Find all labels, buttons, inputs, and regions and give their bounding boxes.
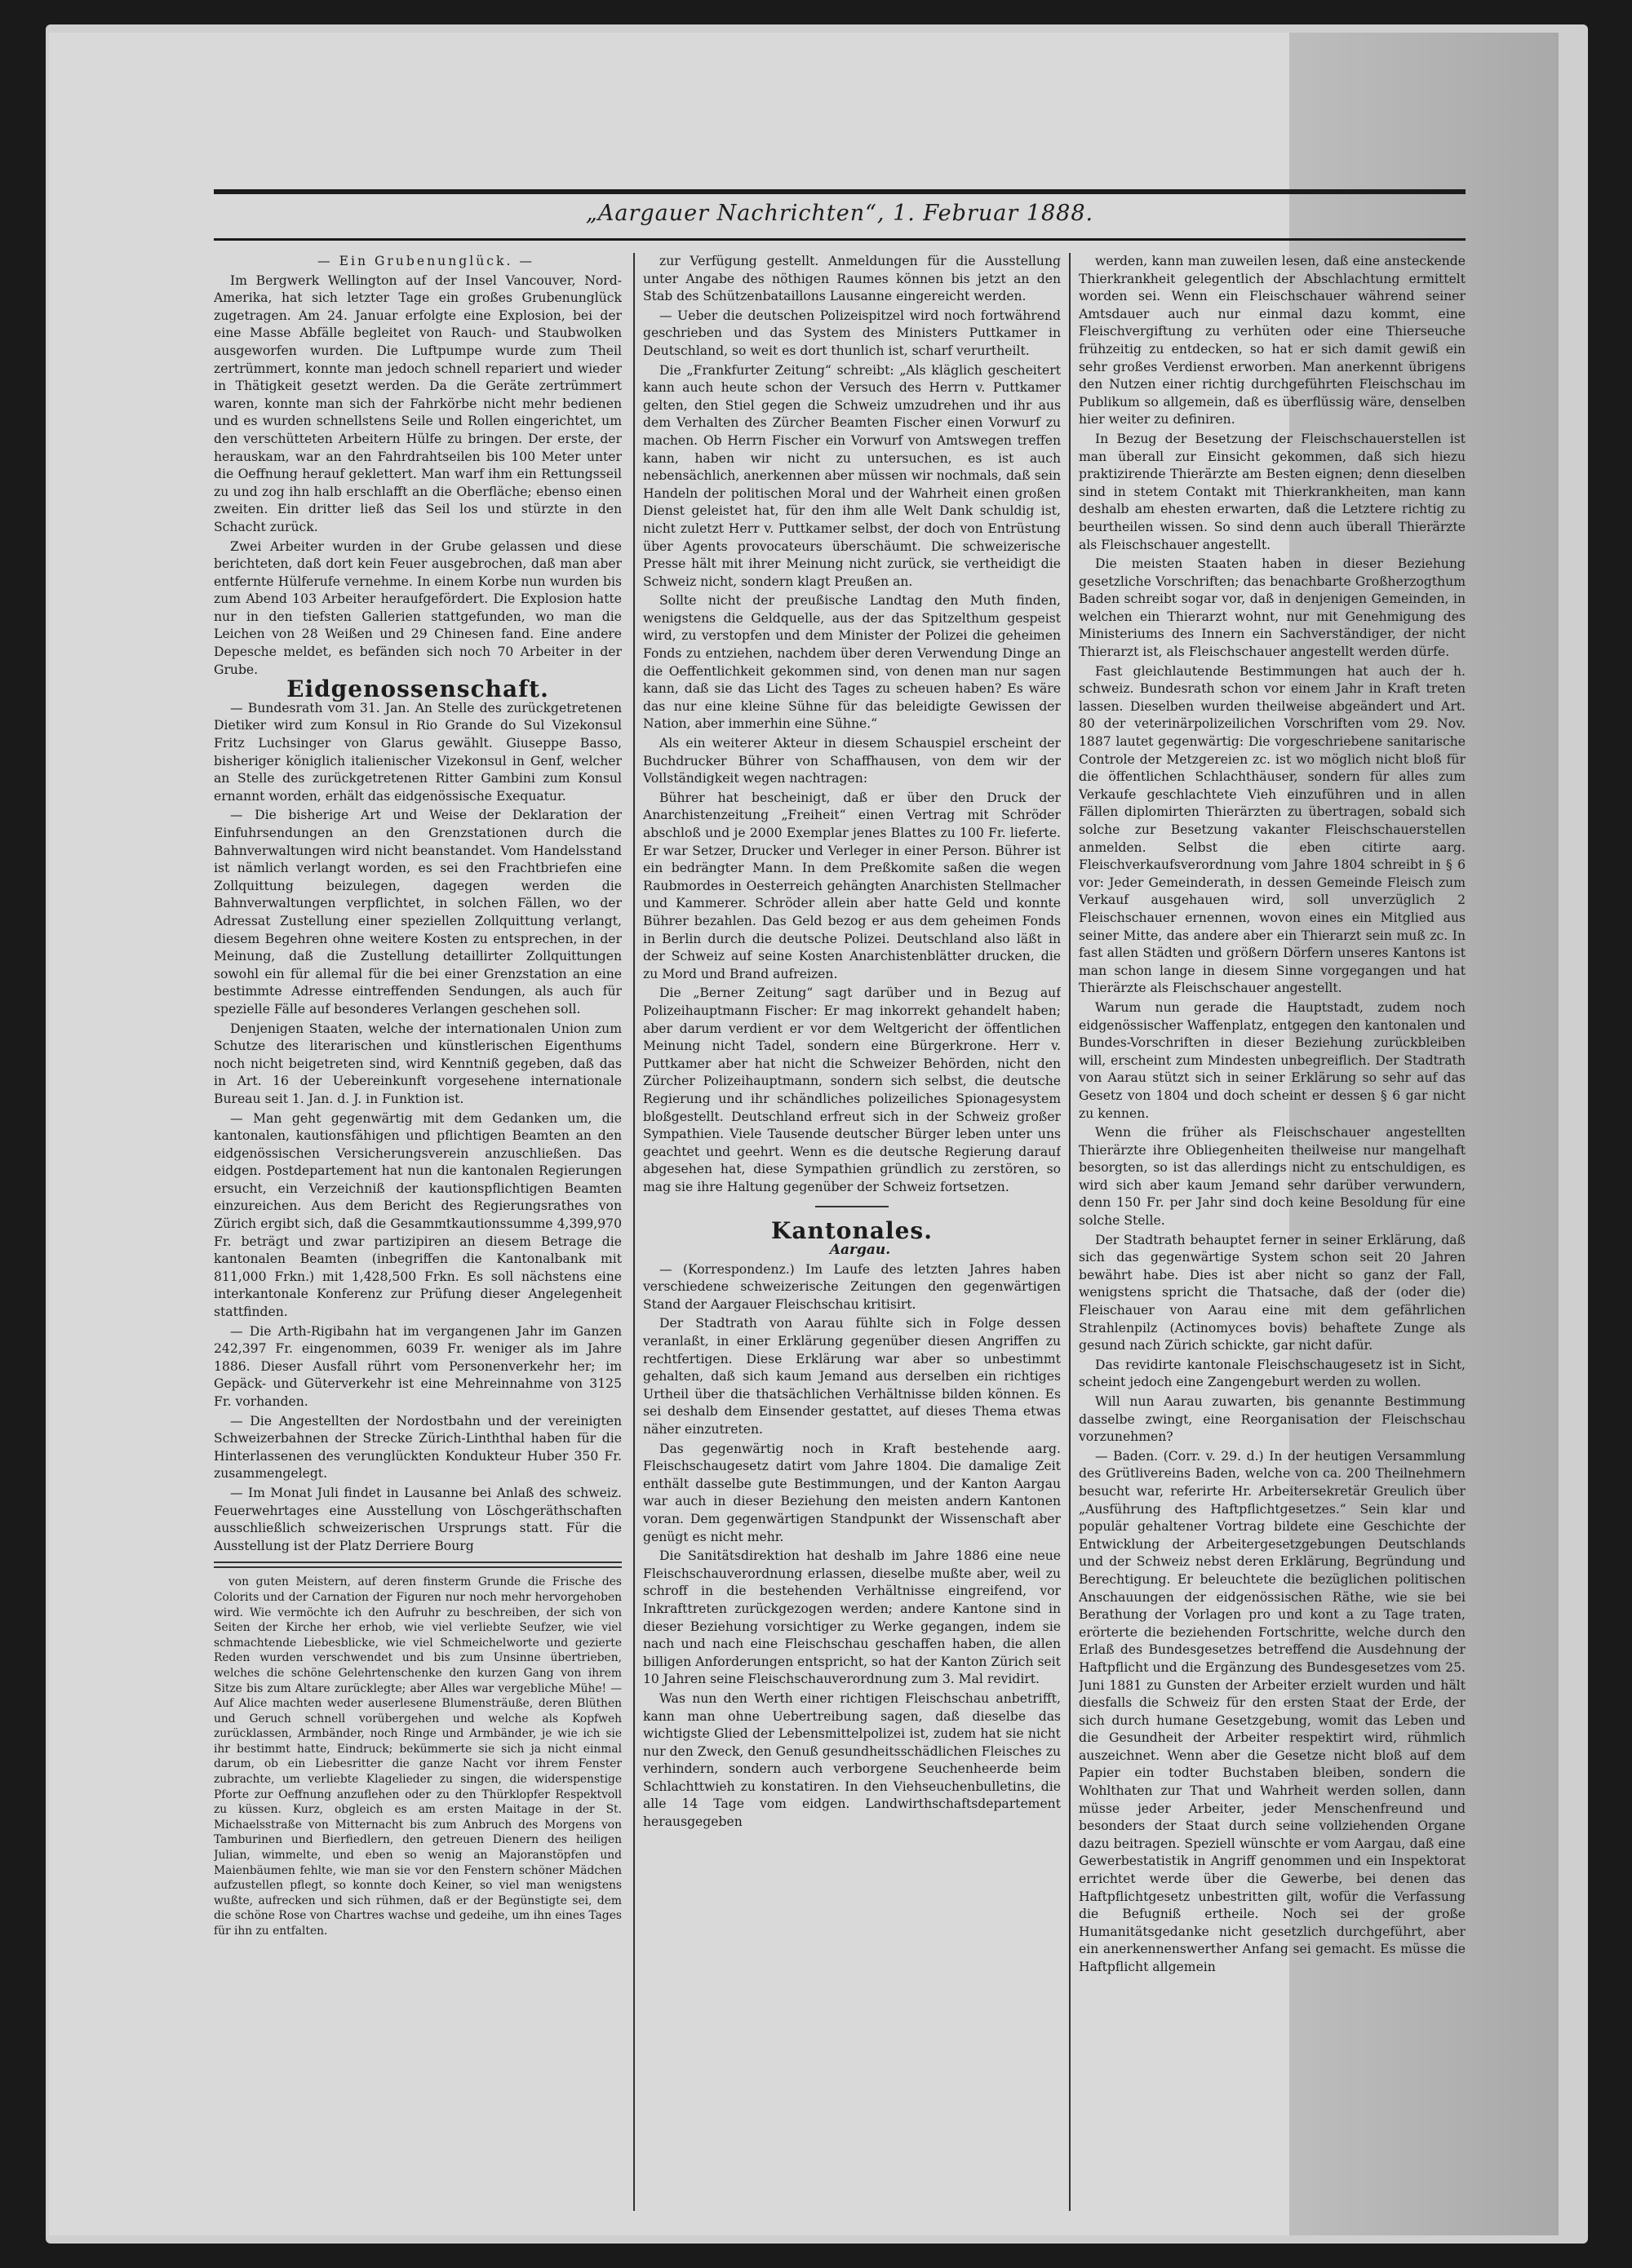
article-heading-grubenunglueck: — Ein Grubenunglück. — xyxy=(317,254,534,268)
subsection-title-aargau: Aargau. xyxy=(829,1242,891,1259)
paragraph: Die „Frankfurter Zeitung“ schreibt: „Als kläglich gescheitert kann auch heute schon der Versuch des Herrn v. Puttkamer gelten, den Stiel gegen die Schweiz umzudrehen und ihr aus dem Verhalten des Zürcher Beamten Fischer einen Vorwurf zu machen. Ob Herrn Fischer ein Vorwurf von Amtswegen treffen kann, haben wir nicht zu untersuchen, es ist auch nebensächlich, anerkennen aber müssen wir nochmals, daß sein Handeln der politischen Moral und der Wahrheit einen großen Dienst geleistet hat, für den ihm alle Welt Dank schuldig ist, nicht zuletzt Herr v. Puttkamer selbst, der doch von Entrüstung über Agents provocateurs überschäumt. Die schweizerische Presse hält mit ihrer Meinung nicht zurück, sie vertheidigt die Schweiz nicht, sondern klagt Preußen an. xyxy=(643,362,1061,589)
paragraph: Im Bergwerk Wellington auf der Insel Vancouver, Nord-Amerika, hat sich letzter Tage ein großes Grubenunglück zugetragen. Am 24. Januar erfolgte eine Explosion, bei der eine Masse Abfälle begleitet von Rauch- und Staubwolken ausgeworfen wurden. Die Luftpumpe wurde zum Theil zertrümmert, konnte man jedoch schnell repariert und wieder in Thätigkeit gesetzt werden. Da die Geräte zertrümmert waren, konnte man sich der Fahrkörbe nicht mehr bedienen und es wurden schnellstens Seile und Rollen eingerichtet, um den verschütteten Arbeitern Hülfe zu bringen. Der erste, der herauskam, war an den Fahrdrahtseilen bis 100 Meter unter die Oeffnung herauf geklettert. Man warf ihm ein Rettungsseil zu und zog ihn halb erschlafft an die Oberfläche; ebenso einen zweiten. Ein dritter ließ das Seil los und stürzte in den Schacht zurück. xyxy=(214,272,622,534)
paragraph: Will nun Aarau zuwarten, bis genannte Bestimmung dasselbe zwingt, eine Reorganisation der Fleischschau vorzunehmen? xyxy=(1079,1394,1466,1445)
feuilleton xyxy=(214,1575,622,1938)
section-divider xyxy=(815,1206,889,1207)
column-1 xyxy=(214,253,622,2178)
paragraph: Wenn die früher als Fleischschauer angestellten Thierärzte ihre Obliegenheiten theilweise nur mangelhaft besorgten, so ist das allerdings nicht zu entschuldigen, es wird sich aber kaum Jemand sehr darüber verwundern, denn 150 Fr. per Jahr sind doch keine Besoldung für eine solche Stelle. xyxy=(1079,1125,1466,1229)
paragraph: Das revidirte kantonale Fleischschaugesetz ist in Sicht, scheint jedoch eine Zangengeburt werden zu wollen. xyxy=(1079,1357,1466,1390)
column-3 xyxy=(1079,253,1466,2178)
feuilleton-divider xyxy=(214,1561,622,1568)
paragraph: zur Verfügung gestellt. Anmeldungen für die Ausstellung unter Angabe des nöthigen Raumes können bis jetzt an den Stab des Schützenbataillons Lausanne eingereicht werden. xyxy=(643,254,1061,304)
paragraph: — Man geht gegenwärtig mit dem Gedanken um, die kantonalen, kautionsfähigen und pflichtigen Beamten an den eidgenössischen Versicherungsverein anzuschließen. Das eidgen. Postdepartement hat nun die kantonalen Regierungen ersucht, ein Verzeichniß der kautionspflichtigen Beamten einzureichen. Aus dem Bericht des Regierungsrathes von Zürich ergibt sich, daß die Gesammtkautionssumme 4,399,970 Fr. beträgt und zwar partizipiren an diesem Betrage die kantonalen Beamten (inbegriffen die Kantonalbank mit 811,000 Frkn.) mit 1,428,500 Frkn. Es soll nächstens eine interkantonale Konferenz zur Prüfung dieser Angelegenheit stattfinden. xyxy=(214,1110,622,1320)
paragraph: — Die bisherige Art und Weise der Deklaration der Einfuhrsendungen an den Grenzstationen durch die Bahnverwaltungen wird nicht beanstandet. Vom Handelsstand ist nämlich verlangt worden, es sei den Frachtbriefen eine Zollquittung beizulegen, dagegen werden die Bahnverwaltungen verpflichtet, in solchen Fällen, wo der Adressat Zustellung einer speziellen Zollquittung verlangt, diesem Begehren ohne weitere Kosten zu entsprechen, in der Meinung, daß die Zustellung detaillirter Zollquittungen sowohl ein für allemal für die bei einer Grenzstation an eine bestimmte Adresse eintreffenden Sendungen, als auch für spezielle Fälle auf besonderes Verlangen geschehen soll. xyxy=(214,808,622,1017)
paragraph: Zwei Arbeiter wurden in der Grube gelassen und diese berichteten, daß dort kein Feuer ausgebrochen, daß man aber entfernte Hülferufe vernehme. In einem Korbe nun wurden bis zum Abend 103 Arbeiter heraufgefördert. Die Explosion hatte nur in den tiefsten Gallerien stattgefunden, wo man die Leichen von 28 Weißen und 29 Chinesen fand. Eine andere Depesche meldet, es befänden sich noch 70 Arbeiter in der Grube. xyxy=(214,538,622,677)
paragraph: Warum nun gerade die Hauptstadt, zudem noch eidgenössischer Waffenplatz, entgegen den kantonalen und Bundes-Vorschriften in dieser Beziehung zurückbleiben will, erscheint zum Mindesten unbegreiflich. Der Stadtrath von Aarau stützt sich in seiner Erklärung so sehr auf das Gesetz von 1804 und doch scheint er dessen § 6 gar nicht zu kennen. xyxy=(1079,999,1466,1121)
column-2 xyxy=(643,253,1061,2178)
paragraph: Sollte nicht der preußische Landtag den Muth finden, wenigstens die Geldquelle, aus der das Spitzelthum gespeist wird, zu verstopfen und dem Minister der Polizei die geheimen Fonds zu entziehen, nachdem über deren Verwendung Dinge an die Oeffentlichkeit gekommen sind, von denen man nur sagen kann, daß sie das Licht des Tages zu scheuen haben? Es wäre das nur eine kleine Sühne für das beleidigte Gewissen der Nation, aber immerhin eine Sühne.“ xyxy=(643,593,1061,732)
paragraph: In Bezug der Besetzung der Fleischschauerstellen ist man überall zur Einsicht gekommen, daß sich hiezu praktizirende Thierärzte am Besten eignen; denn dieselben sind in stetem Contakt mit Thierkrankheiten, man kann deshalb am ehesten erwarten, daß die Letztere richtig zu beurtheilen wissen. So sind denn auch überall Thierärzte als Fleischschauer angestellt. xyxy=(1079,431,1466,552)
paragraph: — Im Monat Juli findet in Lausanne bei Anlaß des schweiz. Feuerwehrtages eine Ausstellung von Löschgeräthschaften ausschließlich schweizerischen Ursprungs statt. Für die Ausstellung ist der Platz Derriere Bourg xyxy=(214,1485,622,1553)
paragraph: — Die Arth-Rigibahn hat im vergangenen Jahr im Ganzen 242,397 Fr. eingenommen, 6039 Fr. weniger als im Jahre 1886. Dieser Ausfall rührt vom Personenverkehr her; im Gepäck- und Güterverkehr ist eine Mehreinnahme von 3125 Fr. vorhanden. xyxy=(214,1323,622,1409)
paragraph: Als ein weiterer Akteur in diesem Schauspiel erscheint der Buchdrucker Bührer von Schaffhausen, von dem wir der Vollständigkeit wegen nachtragen: xyxy=(643,736,1061,786)
header-rule-top xyxy=(214,189,1466,194)
paragraph: — Baden. (Corr. v. 29. d.) In der heutigen Versammlung des Grütlivereins Baden, welche von ca. 200 Theilnehmern besucht war, referirte Hr. Arbeitersekretär Greulich über „Ausführung des Haftpflichtgesetzes.“ Sein klar und populär gehaltener Vortrag bildete eine Geschichte der Entwicklung der Arbeitergesetzgebungen Deutschlands und der Schweiz nebst deren Erklärung, Begründung und Berechtigung. Er beleuchtete die bezüglichen politischen Anschauungen der eidgenössischen Räthe, wie sie bei Berathung der Vorlagen pro und kont a zu Tage traten, erörterte die beziehenden Fortschritte, welche durch den Erlaß des Bundesgesetzes betreffend die Ausdehnung der Haftpflicht und die Ergänzung des Bundesgesetzes vom 25. Juni 1881 zu Gunsten der Arbeiter erzielt wurden und hält diesfalls die Schweiz für den ersten Staat der Erde, der sich durch humane Gesetzgebung, womit das Leben und die Gesundheit der Arbeiter respektirt wird, rühmlich auszeichnet. Wenn aber die Gesetze nicht bloß auf dem Papier ein todter Buchstaben bleiben, sondern die Wohlthaten zur That und Wahrheit werden sollen, dann müsse jeder Arbeiter, jeder Menschenfreund und besonders der Staat durch seine vollziehenden Organe dazu beitragen. Speziell wünschte er vom Aargau, daß eine Gewerbestatistik in Angriff genommen und ein Inspektorat errichtet werde über die Gewerbe, bei denen das Haftpflichtgesetz unbestritten gilt, wofür die Verfassung die Befugniß ertheile. Noch sei der große Humanitätsgedanke nicht gesetzlich durchgeführt, aber ein anerkennenswerther Anfang sei gemacht. Es müsse die Haftpflicht allgemein xyxy=(1079,1448,1466,1974)
column-divider-1 xyxy=(633,253,635,2211)
paragraph: — Die Angestellten der Nordostbahn und der vereinigten Schweizerbahnen der Strecke Zürich-Linththal haben für die Hinterlassenen des verunglückten Kondukteur Huber 350 Fr. zusammengelegt. xyxy=(214,1413,622,1482)
paragraph: Bührer hat bescheinigt, daß er über den Druck der Anarchistenzeitung „Freiheit“ einen Vertrag mit Schröder abschloß und je 2000 Exemplar jenes Blattes zu 100 Fr. lieferte. Er war Setzer, Drucker und Verleger in einer Person. Bührer ist ein bedrängter Mann. In dem Preßkomite saßen die wegen Raubmordes in Oesterreich gehängten Anarchisten Stellmacher und Kammerer. Schröder allein aber hatte Geld und konnte Bührer bezahlen. Das Geld bezog er aus dem geheimen Fonds in Berlin durch die deutsche Polizei. Deutschland also läßt in der Schweiz auf seine Kosten Anarchistenblätter drucken, die zu Mord und Brand aufreizen. xyxy=(643,790,1061,981)
paragraph: Die meisten Staaten haben in dieser Beziehung gesetzliche Vorschriften; das benachbarte Großherzogthum Baden schreibt sogar vor, daß in denjenigen Gemeinden, in welchen ein Thierarzt wohnt, nur mit Genehmigung des Ministeriums des Innern ein Sachverständiger, der nicht Thierarzt ist, als Fleischschauer angestellt werden dürfe. xyxy=(1079,556,1466,660)
paragraph: Der Stadtrath behauptet ferner in seiner Erklärung, daß sich das gegenwärtige System schon seit 20 Jahren bewährt habe. Dies ist aber nicht so ganz der Fall, wenigstens spricht die Thatsache, daß der (oder die) Fleischauer von Aarau eine mit dem gefährlichen Strahlenpilz (Actinomyces bovis) behaftete Zunge als gesund nach Zürich schickte, gar nicht dafür. xyxy=(1079,1232,1466,1353)
paragraph: — (Korrespondenz.) Im Laufe des letzten Jahres haben verschiedene schweizerische Zeitungen den gegenwärtigen Stand der Aargauer Fleischschau kritisirt. xyxy=(643,1261,1061,1312)
paragraph: Die Sanitätsdirektion hat deshalb im Jahre 1886 eine neue Fleischschauverordnung erlassen, dieselbe mußte aber, weil zu schroff in die bestehenden Verhältnisse eingreifend, vor Inkrafttreten zurückgezogen werden; andere Kantone sind in dieser Beziehung vorsichtiger zu Werke gegangen, indem sie nach und nach eine Fleischschau geschaffen haben, die allen billigen Anforderungen entspricht, so hat der Kanton Zürich seit 10 Jahren seine Fleischschauverordnung zum 3. Mal revidirt. xyxy=(643,1548,1061,1687)
header-rule-bottom xyxy=(214,238,1466,241)
paragraph: — Bundesrath vom 31. Jan. An Stelle des zurückgetretenen Dietiker wird zum Konsul in Rio Grande do Sul Vizekonsul Fritz Luchsinger von Glarus gewählt. Giuseppe Basso, bisheriger königlich italienischer Vizekonsul in Genf, welcher an Stelle des zurückgetretenen Ritter Gambini zum Konsul ernannt worden, erhält das eidgenössische Exequatur. xyxy=(214,700,622,804)
paragraph: — Ueber die deutschen Polizeispitzel wird noch fortwährend geschrieben und das System des Ministers Puttkamer in Deutschland, so weit es dort thunlich ist, scharf verurtheilt. xyxy=(643,308,1061,358)
paragraph: Der Stadtrath von Aarau fühlte sich in Folge dessen veranlaßt, in einer Erklärung gegenüber diesen Angriffen zu rechtfertigen. Diese Erklärung war aber so unbestimmt gehalten, daß sich kaum Jemand aus derselben ein richtiges Urtheil über die thatsächlichen Verhältnisse bilden können. Es sei deshalb dem Einsender gestattet, auf dieses Thema etwas näher einzutreten. xyxy=(643,1316,1061,1437)
page-header: „Aargauer Nachrichten“, 1. Februar 1888. xyxy=(585,201,1094,226)
section-title-eidgenossenschaft: Eidgenossenschaft. xyxy=(286,676,549,703)
section-title-kantonales: Kantonales. xyxy=(771,1217,933,1245)
paragraph: Das gegenwärtig noch in Kraft bestehende aarg. Fleischschaugesetz datirt vom Jahre 1804. Die damalige Zeit enthält dasselbe gute Bestimmungen, und der Kanton Aargau war auch in dieser Beziehung den meisten andern Kantonen voran. Dem gegenwärtigen Standpunkt der Wissenschaft aber genügt es nicht mehr. xyxy=(643,1441,1061,1544)
feuilleton-text: von guten Meistern, auf deren finsterm Grunde die Frische des Colorits und der Carnation der Figuren nur noch mehr hervorgehoben wird. Wie vermöchte ich den Aufruhr zu beschreiben, der sich von Seiten der Kirche her erhob, wie viel verliebte Seufzer, wie viel schmachtende Liebesblicke, wie viel Schmeichelworte und gezierte Reden wurden verschwendet und bis zum Unsinne übertrieben, welches die schöne Gelehrtenschenke den kurzen Gang von ihrem Sitze bis zum Altare zurücklegte; aber Alles war vergebliche Mühe! — Auf Alice machten weder auserlesene Blumensträuße, deren Blüthen und Geruch schnell vorübergehen und welche als Kopfweh zurücklassen, Armbänder, noch Ringe und Armbänder, je wie ich sie ihr bestimmt hatte, Eindruck; bekümmerte sie sich ja nicht einmal darum, ob ein Liebesritter die ganze Nacht vor ihrem Fenster zubrachte, um verliebte Klagelieder zu singen, die widerspenstige Pforte zur Oeffnung anzuflehen oder zu den Thürklopfer Respektvoll zu küssen. Kurz, obgleich es am ersten Maitage in der St. Michaelsstraße von Mitternacht bis zum Anbruch des Morgens von Tamburinen und Bierfiedlern, den getreuen Dienern des heiligen Julian, wimmelte, und eben so wenig an Majoranstöpfen und Maienbäumen fehlte, wie man sie vor den Fenstern schöner Mädchen aufzustellen pflegt, so konnte doch Keiner, so viel man wenigstens wußte, aufrecken und sich rühmen, daß er der Begünstigte sei, dem die schöne Rose von Chartres wachse und gedeihe, um ihn eines Tages für ihn zu entfalten. xyxy=(214,1575,622,1938)
paragraph: Was nun den Werth einer richtigen Fleischschau anbetrifft, kann man ohne Uebertreibung sagen, daß dieselbe das wichtigste Glied der Lebensmittelpolizei ist, zudem hat sie nicht nur den Zweck, den Genuß gesundheitsschädlichen Fleisches zu verhindern, sondern auch verborgene Seuchenheerde beim Schlachttwieh zu konstatiren. In den Viehseuchenbulletins, die alle 14 Tage vom eidgen. Landwirthschaftsdepartement herausgegeben xyxy=(643,1690,1061,1830)
column-divider-2 xyxy=(1069,253,1071,2211)
paragraph: werden, kann man zuweilen lesen, daß eine ansteckende Thierkrankheit gelegentlich der Abschlachtung ermittelt worden sei. Wenn ein Fleischschauer während seiner Amtsdauer auch nur einmal dazu kommt, eine Fleischvergiftung zu verhüten oder eine Thierseuche frühzeitig zu entdecken, so hat er sich damit gewiß ein sehr großes Verdienst erworben. Man anerkennt übrigens den Nutzen einer richtig durchgeführten Fleischschau im Publikum so allgemein, daß es überflüssig wäre, denselben hier weiter zu definiren. xyxy=(1079,254,1466,427)
paragraph: Fast gleichlautende Bestimmungen hat auch der h. schweiz. Bundesrath schon vor einem Jahr in Kraft treten lassen. Dieselben wurden theilweise abgeändert und Art. 80 der veterinärpolizeilichen Vorschriften vom 29. Nov. 1887 lautet gegenwärtig: Die vorgeschriebene sanitarische Controle der Metzgereien zc. ist wo möglich nicht bloß für die öffentlichen Schlachthäuser, sondern für alles zum Verkaufe geschlachtete Vieh einzuführen und in allen Fällen diplomirten Thierärzten zu übertragen, sobald sich solche zur Besetzung vakanter Fleischschauerstellen anmelden. Selbst die eben citirte aarg. Fleischverkaufsverordnung vom Jahre 1804 schreibt in § 6 vor: Jeder Gemeinderath, in dessen Gemeinde Fleisch zum Verkauf ausgehauen wird, soll unverzüglich 2 Fleischschauer ernennen, wovon eines ein Mitglied aus seiner Mitte, das andere aber ein Thierarzt sein muß zc. In fast allen Städten und größern Dörfern unseres Kantons ist man schon lange in diesem Sinne vorgegangen und hat Thierärzte als Fleischschauer angestellt. xyxy=(1079,663,1466,996)
paragraph: Denjenigen Staaten, welche der internationalen Union zum Schutze des literarischen und künstlerischen Eigenthums noch nicht beigetreten sind, wird Kenntniß gegeben, daß das in Art. 16 der Uebereinkunft vorgesehene internationale Bureau seit 1. Jan. d. J. in Funktion ist. xyxy=(214,1021,622,1106)
paragraph: Die „Berner Zeitung“ sagt darüber und in Bezug auf Polizeihauptmann Fischer: Er mag inkorrekt gehandelt haben; aber darum verdient er vor dem Weltgericht der öffentlichen Meinung nicht Tadel, sondern eine Bürgerkrone. Herr v. Puttkamer aber hat nicht die Schweizer Behörden, nicht den Zürcher Polizeihauptmann, sondern sich selbst, die deutsche Regierung und ihr schändliches polizeiliches Spionagesystem bloßgestellt. Deutschland erfreut sich in der Schweiz großer Sympathien. Viele Tausende deutscher Bürger leben unter uns geachtet und geehrt. Wenn es die deutsche Regierung darauf abgesehen hat, diese Sympathien gründlich zu zerstören, so mag sie ihre Haltung gegenüber der Schweiz fortsetzen. xyxy=(643,986,1061,1194)
